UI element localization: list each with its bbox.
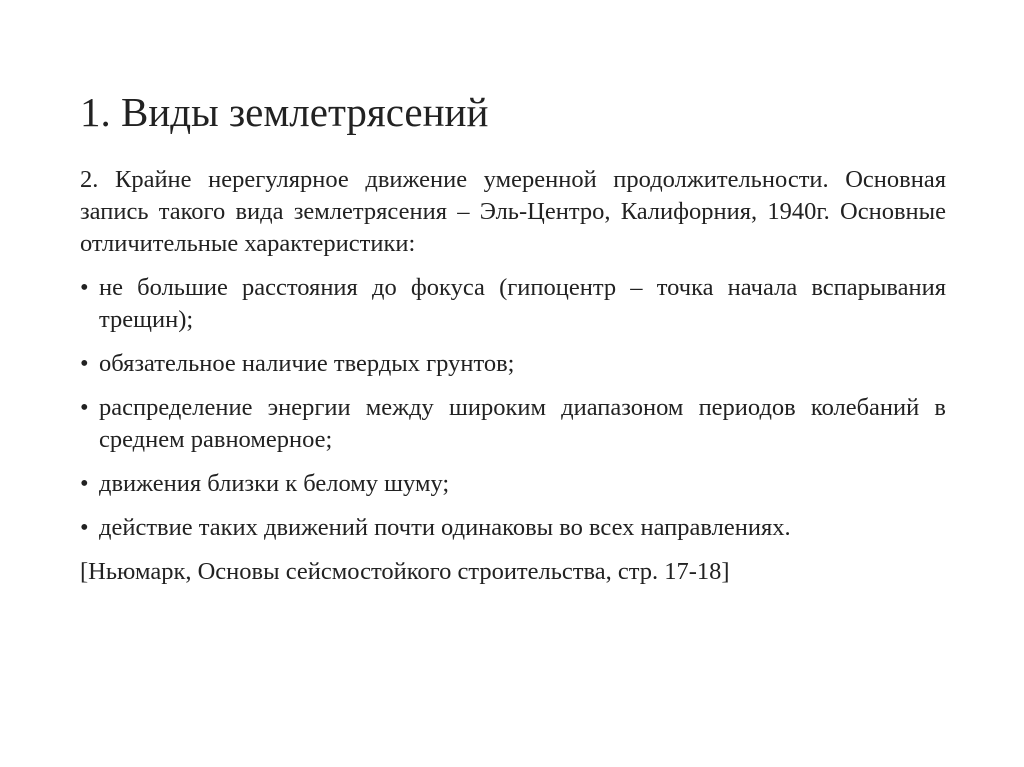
intro-paragraph: 2. Крайне нерегулярное движение умеренной продолжительности. Основная запись такого вида землетрясения – Эль-Центро, Калифорния, 1940г. Основные отличительные характеристики: bbox=[80, 166, 946, 257]
list-item bbox=[80, 468, 946, 500]
list-item bbox=[80, 512, 946, 544]
characteristics-list bbox=[80, 272, 946, 544]
list-item-text: распределение энергии между широким диапазоном периодов колебаний в среднем равномерное; bbox=[99, 394, 946, 453]
list-item-text: обязательное наличие твердых грунтов; bbox=[99, 350, 515, 377]
reference: [Ньюмарк, Основы сейсмостойкого строительства, стр. 17-18] bbox=[80, 558, 730, 585]
bullet-icon: • bbox=[80, 350, 89, 377]
slide-body bbox=[80, 164, 946, 588]
slide-title: 1. Виды землетрясений bbox=[80, 89, 489, 135]
list-item-text: движения близки к белому шуму; bbox=[99, 470, 450, 497]
bullet-icon: • bbox=[80, 514, 89, 541]
bullet-icon: • bbox=[80, 274, 89, 301]
bullet-icon: • bbox=[80, 394, 89, 421]
list-item bbox=[80, 272, 946, 336]
list-item bbox=[80, 348, 946, 380]
list-item-text: не большие расстояния до фокуса (гипоцентр – точка начала вспарывания трещин); bbox=[99, 274, 946, 333]
list-item-text: действие таких движений почти одинаковы во всех направлениях. bbox=[99, 514, 791, 541]
list-item bbox=[80, 392, 946, 456]
bullet-icon: • bbox=[80, 470, 89, 497]
